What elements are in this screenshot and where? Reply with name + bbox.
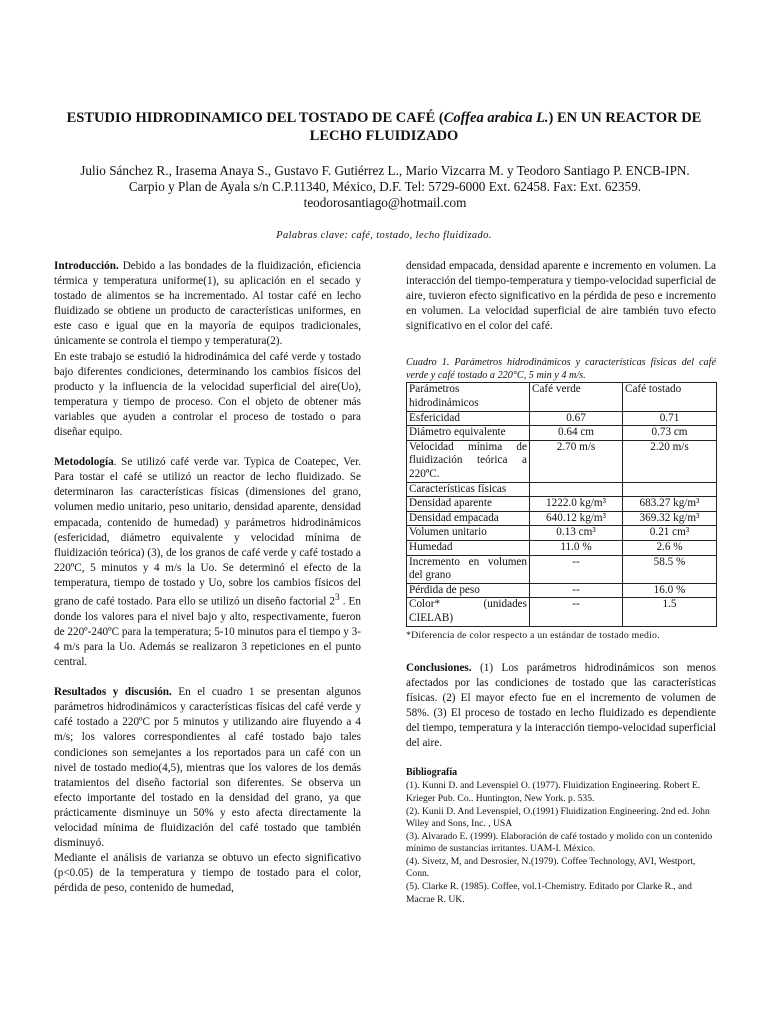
table-row — [407, 411, 717, 426]
results-heading: Resultados y discusión. — [54, 686, 172, 699]
table-cell: 2.20 m/s — [623, 440, 717, 482]
right-column — [406, 259, 716, 906]
table-cell-empty — [530, 482, 623, 497]
intro-paragraph-1 — [54, 259, 361, 350]
intro-paragraph-2: En este trabajo se estudió la hidrodinámica del café verde y tostado bajo diferentes condiciones, determinando los cambios físicos del producto y la influencia de la velocidad superficial del aire(Uo), temperatura y tiempo de proceso. Con el objeto de obtener más variables que ayuden a controlar el proceso de tostado o para diseñar equipo. — [54, 350, 361, 439]
table-header-row — [407, 383, 717, 411]
table-cell: 11.0 % — [530, 541, 623, 556]
table-section-row — [407, 482, 717, 497]
table-cell: 58.5 % — [623, 555, 717, 583]
table-cell: 1.5 — [623, 598, 717, 626]
title-part-2: ) EN UN REACTOR DE LECHO FLUIDIZADO — [309, 110, 702, 144]
table-row — [407, 541, 717, 556]
conclusions-heading: Conclusiones. — [406, 661, 472, 674]
methodology-text-1: . Se utilizó café verde var. Typica de Coatepec, Ver. Para tostar el café se utilizó un reactor de lecho fluidizado. Se determinaron las características físicas (dimensiones del grano, volumen medio unitario, peso unitario, densidad aparente, densidad empacada, contenido de humedad) y parámetros hidrodinámicos (esfericidad, diámetro equivalente y velocidad mínima de fluidización teórica) (3), de los granos de café verde y café tostado a 220ºC, 5 minutos y 4 m/s la Uo. Se determinó el efecto de la temperatura, tiempo de tostado y Uo, sobre los cambios físicos del grano de café tostado. Para ello se utilizó un diseño factorial 2 — [54, 456, 361, 608]
left-column — [54, 259, 361, 896]
table-cell: 369.32 kg/m³ — [623, 511, 717, 526]
authors-block — [50, 163, 720, 211]
paper-title — [40, 109, 728, 145]
table-row — [407, 526, 717, 541]
results-paragraph-3: densidad empacada, densidad aparente e incremento en volumen. La interacción del tiempo-temperatura y tiempo-velocidad superficial de aire, tuvieron efecto significativo en la pérdida de peso e incremento en volumen. La velocidad superficial de aire también tuvo efecto significativo en el color del café. — [406, 260, 717, 333]
results-paragraph-1 — [54, 685, 361, 851]
methodology-exponent: 3 — [335, 592, 340, 603]
table-row — [407, 426, 717, 441]
table-cell: Humedad — [407, 541, 530, 556]
title-species: Coffea arabica L. — [443, 110, 549, 126]
table-row — [407, 511, 717, 526]
table-header-cell: Café tostado — [623, 383, 717, 411]
table-cell-empty — [623, 482, 717, 497]
table-header-cell: Parámetros hidrodinámicos — [407, 383, 530, 411]
bibliography-item: (2). Kunii D. And Levenspiel, O.(1991) Fluidization Engineering. 2nd ed. John Wiley and Sons, Inc. , USA — [406, 805, 710, 830]
table-cell: 0.71 — [623, 411, 717, 426]
conclusions-paragraph — [406, 661, 716, 752]
table-caption: Cuadro 1. Parámetros hidrodinámicos y características físicas del café verde y café tostado a 220°C, 5 min y 4 m/s. — [406, 357, 716, 382]
methodology-paragraph — [54, 455, 361, 670]
table-section-cell: Características físicas — [407, 482, 530, 497]
table-cell: 0.13 cm³ — [530, 526, 623, 541]
bibliography-item: (3). Alvarado E. (1999). Elaboración de café tostado y molido con un contenido mínimo de sustancias irritantes. UAM-I. México. — [406, 830, 713, 855]
authors-names: Julio Sánchez R., Irasema Anaya S., Gustavo F. Gutiérrez L., Mario Vizcarra M. y Teodoro Santiago P. ENCB-IPN. — [80, 163, 690, 178]
table-cell: -- — [530, 583, 623, 598]
table-row — [407, 440, 717, 482]
table-cell: Velocidad mínima de fluidización teórica a 220ºC. — [407, 440, 530, 482]
keywords: Palabras clave: café, tostado, lecho fluidizado. — [276, 230, 492, 241]
bibliography-item: (5). Clarke R. (1985). Coffee, vol.1-Chemistry. Editado por Clarke R., and Macrae R. UK. — [406, 881, 692, 905]
table-cell: Diámetro equivalente — [407, 426, 530, 441]
table-cell: 0.21 cm³ — [623, 526, 717, 541]
table-cell: 0.64 cm — [530, 426, 623, 441]
conclusions-text: (1) Los parámetros hidrodinámicos son menos afectados por las condiciones de tostado que las características físicas. (2) El mayor efecto fue en el incremento de volumen de 58%. (3) El proceso de tostado en lecho fluidizado es dependiente del tiempo, temperatura y la interacción tiempo-velocidad superficial del aire. — [406, 661, 716, 750]
table-cell: -- — [530, 598, 623, 626]
table-cell: 2.70 m/s — [530, 440, 623, 482]
table-cell: 0.67 — [530, 411, 623, 426]
table-row — [407, 555, 717, 583]
authors-address: Carpio y Plan de Ayala s/n C.P.11340, México, D.F. Tel: 5729-6000 Ext. 62458. Fax: Ext. 62359. — [128, 179, 642, 194]
title-part-1: ESTUDIO HIDRODINAMICO DEL TOSTADO DE CAFÉ ( — [66, 110, 444, 126]
authors-email: teodorosantiago@hotmail.com — [303, 195, 467, 210]
table-header-cell: Café verde — [530, 383, 623, 411]
table-cell: Densidad aparente — [407, 497, 530, 512]
table-cell: 683.27 kg/m³ — [623, 497, 717, 512]
bibliography-item: (1). Kunni D. and Levenspiel O. (1977). Fluidization Engineering. Robert E. Krieger Pub. Co.. Huntington, New York. p. 535. — [406, 780, 701, 804]
bibliography-heading: Bibliografía — [406, 767, 458, 779]
methodology-text-2: . En donde los valores para el nivel bajo y alto, respectivamente, fueron de 220º-240ºC para la temperatura; 5-10 minutos para el tiempo y 3-4 m/s para la Uo. Además se realizaron 3 repeticiones en el punto central. — [54, 595, 361, 669]
table-cell: 16.0 % — [623, 583, 717, 598]
results-text-1: En el cuadro 1 se presentan algunos parámetros hidrodinámicos y características físicas del café verde y café tostado a 220ºC por 5 minutos y utilizando aire fluyendo a 4 m/s; los valores correspondientes al café tostado bajo tales condiciones son semejantes a los reportados para un café con un nivel de tostado medio(4,5), mientras que los valores de los demás tratamientos del diseño factorial son diferentes. Se observa un efecto importante del tostado en la densidad del grano, ya que prácticamente disminuye un 50% y esto afecta directamente la velocidad mínima de fluidización del café tostado que también disminuyó. — [54, 686, 361, 850]
intro-text-1: Debido a las bondades de la fluidización, eficiencia térmica y temperatura uniforme(1), su aplicación en el secado y tostado de alimentos se ha incrementado. Al tostar café en lecho fluidizado se obtiene un producto de características uniformes, en este caso e igual que en la mayoría de equipos tradicionales, únicamente se controla el tiempo y temperatura(2). — [54, 260, 361, 348]
table-cell: Pérdida de peso — [407, 583, 530, 598]
bibliography-item: (4). Sivetz, M, and Desrosier, N.(1979). Coffee Technology, AVI, Westport, Conn. — [406, 855, 696, 880]
table-cell: 640.12 kg/m³ — [530, 511, 623, 526]
intro-heading: Introducción. — [54, 260, 119, 272]
table-footnote: *Diferencia de color respecto a un estándar de tostado medio. — [406, 629, 660, 641]
table-cell: Incremento en volumen del grano — [407, 555, 530, 583]
table-cell: 0.73 cm — [623, 426, 717, 441]
table-cell: 1222.0 kg/m³ — [530, 497, 623, 512]
results-paragraph-2: Mediante el análisis de varianza se obtuvo un efecto significativo (p<0.05) de la temperatura y tiempo de tostado para el color, pérdida de peso, contenido de humedad, — [54, 852, 361, 895]
table-cell: Densidad empacada — [407, 511, 530, 526]
table-row — [407, 598, 717, 626]
table-row — [407, 583, 717, 598]
table-cell: Esfericidad — [407, 411, 530, 426]
table-cell: Color* (unidades CIELAB) — [407, 598, 530, 626]
parameters-table — [406, 382, 717, 626]
table-cell: -- — [530, 555, 623, 583]
table-cell: 2.6 % — [623, 541, 717, 556]
methodology-heading: Metodología — [54, 456, 114, 469]
table-cell: Volumen unitario — [407, 526, 530, 541]
table-row — [407, 497, 717, 512]
